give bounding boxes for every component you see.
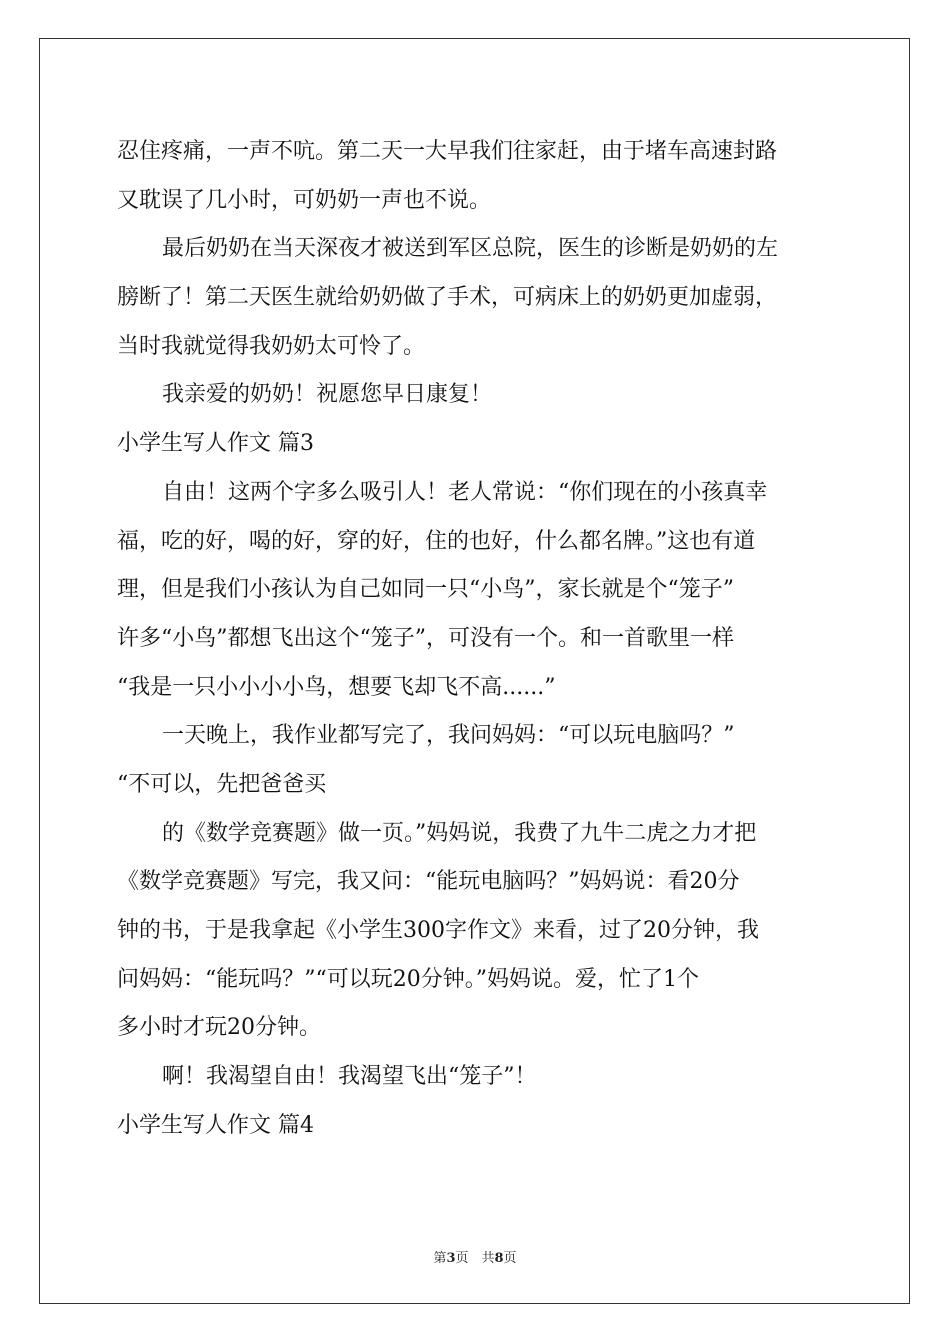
text-line: 忍住疼痛，一声不吭。第二天一大早我们往家赶，由于堵车高速封路 xyxy=(117,139,778,164)
text-line: 最后奶奶在当天深夜才被送到军区总院，医生的诊断是奶奶的左 xyxy=(162,236,779,262)
text-line: 当时我就觉得我奶奶太可怜了。 xyxy=(117,333,426,359)
page-footer xyxy=(0,1247,950,1266)
text-line: 问妈妈：“能玩吗？”“可以玩20分钟。”妈妈说。爱，忙了1个 xyxy=(117,966,699,992)
footer-suffix: 页 xyxy=(503,1251,517,1266)
text-line: 啊！我渴望自由！我渴望飞出“笼子”！ xyxy=(162,1064,537,1090)
text-line: 我亲爱的奶奶！祝愿您早日康复！ xyxy=(162,382,493,408)
current-page-number: 3 xyxy=(446,1251,456,1266)
text-line: 一天晚上，我作业都写完了，我问妈妈：“可以玩电脑吗？” xyxy=(162,723,735,749)
text-line: 膀断了！第二天医生就给奶奶做了手术，可病床上的奶奶更加虚弱， xyxy=(117,285,778,311)
text-line: “我是一只小小小小鸟，想要飞却飞不高......” xyxy=(117,674,556,700)
text-line: 理，但是我们小孩认为自己如同一只“小鸟”，家长就是个“笼子” xyxy=(117,577,734,603)
footer-middle: 页 共 xyxy=(455,1251,495,1266)
text-line: 多小时才玩20分钟。 xyxy=(117,1015,321,1041)
document-body xyxy=(117,128,833,1150)
section-heading: 小学生写人作文 篇4 xyxy=(117,1112,314,1138)
section-heading: 小学生写人作文 篇3 xyxy=(117,431,314,457)
text-line: 又耽误了几小时，可奶奶一声也不说。 xyxy=(117,187,492,213)
text-line: 的《数学竞赛题》做一页。”妈妈说，我费了九牛二虎之力才把 xyxy=(162,820,757,846)
text-line: 《数学竞赛题》写完，我又问：“能玩电脑吗？”妈妈说：看20分 xyxy=(117,869,740,895)
total-page-number: 8 xyxy=(494,1251,504,1266)
text-line: 自由！这两个字多么吸引人！老人常说：“你们现在的小孩真幸 xyxy=(162,479,768,505)
text-line: 福，吃的好，喝的好，穿的好，住的也好，什么都名牌。”这也有道 xyxy=(117,528,756,554)
text-line: 许多“小鸟”都想飞出这个“笼子”，可没有一个。和一首歌里一样 xyxy=(117,625,734,651)
footer-prefix: 第 xyxy=(433,1251,447,1266)
text-line: “不可以，先把爸爸买 xyxy=(117,771,327,797)
text-line: 钟的书，于是我拿起《小学生300字作文》来看，过了20分钟，我 xyxy=(117,918,759,943)
